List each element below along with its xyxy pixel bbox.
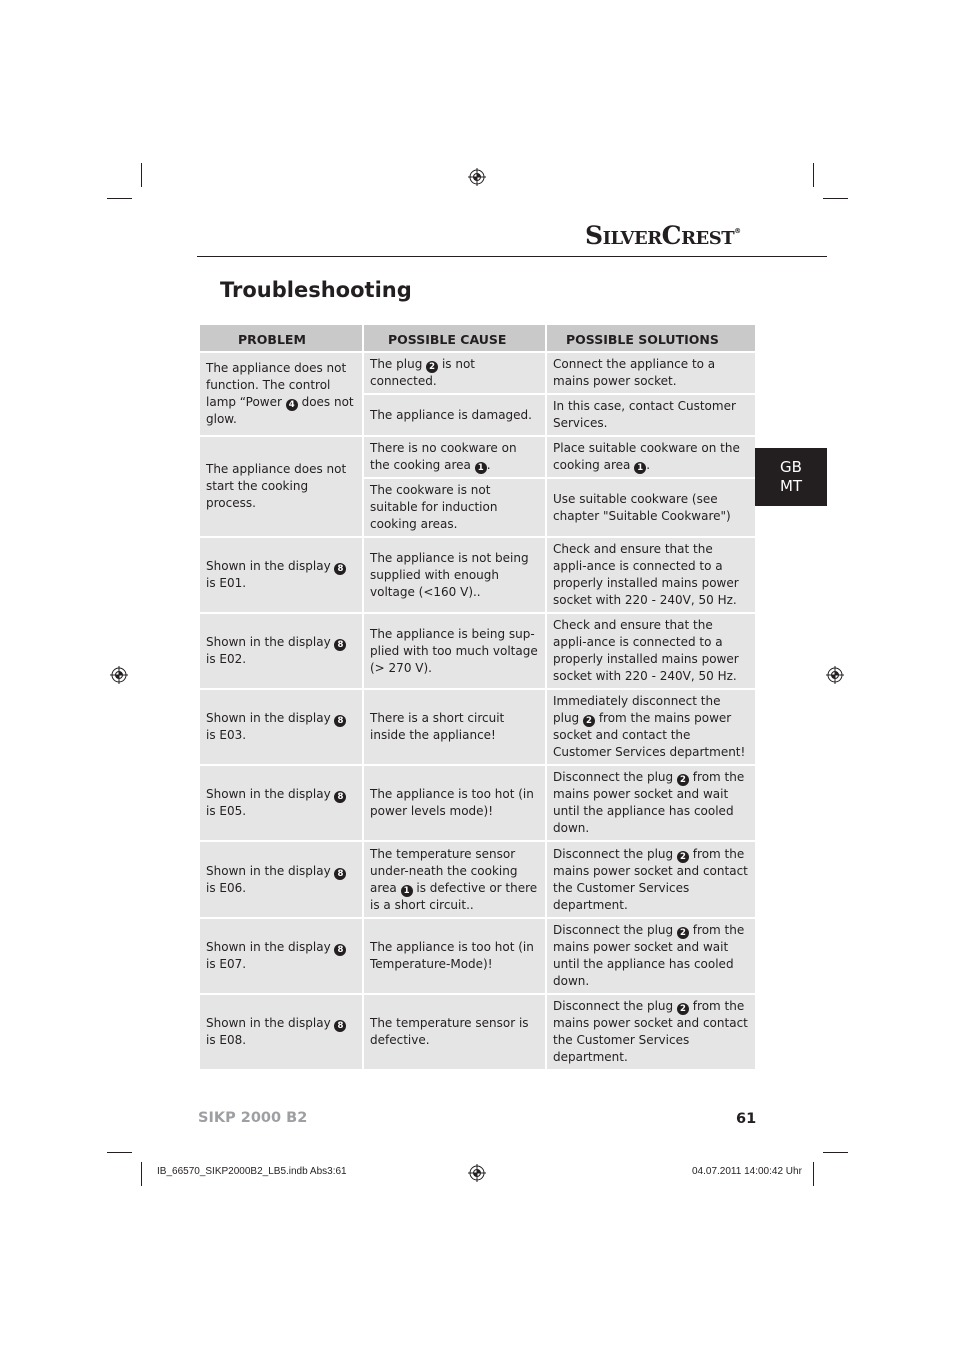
- brand-letter: S: [585, 221, 603, 250]
- cause-cell: [363, 994, 546, 1070]
- solution-cell: [546, 537, 756, 613]
- table-row: [199, 689, 756, 765]
- solution-cell: [546, 436, 756, 478]
- table-row: [199, 613, 756, 689]
- cause-cell: [363, 765, 546, 841]
- table-row: [199, 537, 756, 613]
- problem-cell: [199, 352, 363, 436]
- table-row: [199, 352, 756, 394]
- table-row: [199, 436, 756, 478]
- problem-cell: [199, 613, 363, 689]
- cell-text: from the mains power socket and wait until the appliance has cooled down.: [553, 923, 745, 988]
- column-header-solutions: POSSIBLE SOLUTIONS: [546, 324, 756, 352]
- item-number-icon: 8: [334, 868, 346, 880]
- model-name: SIKP 2000 B2: [198, 1110, 308, 1126]
- item-number-icon: 2: [426, 361, 438, 373]
- page-number: 61: [736, 1111, 757, 1127]
- item-number-icon: 8: [334, 944, 346, 956]
- registration-mark-icon: [826, 666, 844, 684]
- problem-cell: [199, 841, 363, 918]
- language-code: MT: [779, 477, 803, 495]
- item-number-icon: 8: [334, 1020, 346, 1032]
- problem-cell: [199, 765, 363, 841]
- solution-cell: [546, 478, 756, 537]
- table-row: [199, 841, 756, 918]
- cell-text: from the mains power socket and contact the Customer Services department.: [553, 999, 748, 1064]
- cell-text: Place suitable cookware on the cooking area: [553, 441, 740, 472]
- cell-text: is E07.: [206, 957, 247, 971]
- cause-cell: [363, 394, 546, 436]
- item-number-icon: 2: [677, 927, 689, 939]
- cell-text: Shown in the display: [206, 787, 335, 801]
- cell-text: The temperature sensor is defective.: [370, 1016, 529, 1047]
- solution-cell: [546, 689, 756, 765]
- page-title: Troubleshooting: [220, 278, 412, 302]
- cause-cell: [363, 613, 546, 689]
- cause-cell: [363, 841, 546, 918]
- cell-text: Shown in the display: [206, 711, 335, 725]
- cell-text: .: [646, 458, 651, 472]
- troubleshooting-table: [198, 323, 757, 1071]
- cell-text: Connect the appliance to a mains power socket.: [553, 357, 716, 388]
- crop-mark: [107, 198, 132, 199]
- cell-text: Shown in the display: [206, 863, 335, 878]
- solution-cell: [546, 765, 756, 841]
- cell-text: is E08.: [206, 1033, 247, 1047]
- cell-text: The appliance does not function. The control lamp “Power: [206, 361, 347, 409]
- solution-cell: [546, 994, 756, 1070]
- solution-cell: [546, 841, 756, 918]
- cause-cell: [363, 537, 546, 613]
- registration-mark-icon: [468, 168, 486, 186]
- cell-text: is E06.: [206, 880, 247, 895]
- item-number-icon: 1: [475, 462, 487, 474]
- table-row: [199, 994, 756, 1070]
- cell-text: Check and ensure that the appli-ance is connected to a properly installed mains power socket with 220 - 240V, 50 Hz.: [553, 618, 739, 683]
- item-number-icon: 8: [334, 563, 346, 575]
- cell-text: from the mains power socket and wait until the appliance has cooled down.: [553, 770, 745, 835]
- cell-text: The appliance is too hot (in power levels mode)!: [370, 787, 534, 818]
- cell-text: The appliance is being sup-plied with too much voltage (> 270 V).: [370, 626, 538, 675]
- cell-text: Disconnect the plug: [553, 770, 677, 784]
- crop-mark: [813, 1162, 814, 1186]
- cell-text: Immediately disconnect the plug: [553, 694, 721, 725]
- cell-text: The appliance does not start the cooking process.: [206, 462, 347, 510]
- item-number-icon: 2: [583, 715, 595, 727]
- solution-cell: [546, 918, 756, 994]
- cell-text: is E02.: [206, 652, 247, 666]
- registered-mark: ®: [734, 227, 741, 235]
- problem-cell: [199, 918, 363, 994]
- language-code: GB: [780, 458, 802, 476]
- cell-text: .: [486, 458, 491, 472]
- item-number-icon: 2: [677, 774, 689, 786]
- solution-cell: [546, 613, 756, 689]
- cell-text: Disconnect the plug: [553, 999, 677, 1013]
- problem-cell: [199, 689, 363, 765]
- table-header-row: [199, 324, 756, 352]
- cell-text: Disconnect the plug: [553, 923, 677, 937]
- item-number-icon: 8: [334, 639, 346, 651]
- brand-letter: C: [661, 221, 682, 250]
- cell-text: Check and ensure that the appli-ance is connected to a properly installed mains power socket with 220 - 240V, 50 Hz.: [553, 542, 739, 607]
- cell-text: The temperature sensor under-neath the cooking area: [370, 846, 518, 895]
- cell-text: The appliance is too hot (in Temperature-Mode)!: [370, 940, 534, 971]
- cell-text: There is a short circuit inside the appliance!: [370, 711, 505, 742]
- brand-letters: ILVER: [602, 228, 662, 249]
- cell-text: Shown in the display: [206, 635, 335, 649]
- cell-text: is E05.: [206, 804, 247, 818]
- cell-text: The plug: [370, 357, 427, 371]
- cell-text: Disconnect the plug: [553, 846, 677, 861]
- solution-cell: [546, 352, 756, 394]
- item-number-icon: 2: [677, 1003, 689, 1015]
- cell-text: In this case, contact Customer Services.: [553, 399, 736, 430]
- item-number-icon: 8: [334, 715, 346, 727]
- cell-text: is not connected.: [370, 357, 475, 388]
- brand-letters: REST: [681, 228, 735, 249]
- cause-cell: [363, 436, 546, 478]
- cell-text: from the mains power socket and contact the Customer Services department.: [553, 846, 748, 912]
- header-rule: [197, 256, 827, 257]
- item-number-icon: 1: [401, 885, 413, 897]
- problem-cell: [199, 436, 363, 537]
- crop-mark: [813, 163, 814, 187]
- crop-mark: [823, 198, 848, 199]
- column-header-cause: POSSIBLE CAUSE: [363, 324, 546, 352]
- registration-mark-icon: [468, 1164, 486, 1182]
- crop-mark: [107, 1152, 132, 1153]
- cell-text: Shown in the display: [206, 1016, 335, 1030]
- table-row: [199, 918, 756, 994]
- cell-text: Shown in the display: [206, 559, 335, 573]
- cell-text: The cookware is not suitable for induction cooking areas.: [370, 483, 498, 531]
- column-header-problem: PROBLEM: [199, 324, 363, 352]
- crop-mark: [141, 163, 142, 187]
- print-slug-left: IB_66570_SIKP2000B2_LB5.indb Abs3:61: [157, 1166, 347, 1177]
- problem-cell: [199, 537, 363, 613]
- cell-text: The appliance is damaged.: [370, 407, 532, 422]
- registration-mark-icon: [110, 666, 128, 684]
- problem-cell: [199, 994, 363, 1070]
- cell-text: Use suitable cookware (see chapter "Suitable Cookware"): [553, 491, 731, 523]
- print-slug-right: 04.07.2011 14:00:42 Uhr: [692, 1166, 802, 1177]
- item-number-icon: 2: [677, 851, 689, 863]
- solution-cell: [546, 394, 756, 436]
- item-number-icon: 1: [634, 462, 646, 474]
- cell-text: There is no cookware on the cooking area: [370, 441, 517, 472]
- cell-text: is E01.: [206, 576, 247, 590]
- cause-cell: [363, 918, 546, 994]
- cell-text: is defective or there is a short circuit..: [370, 880, 538, 912]
- brand-logo: [585, 221, 741, 250]
- language-tab: [755, 448, 827, 506]
- cell-text: does not glow.: [206, 395, 354, 426]
- cause-cell: [363, 478, 546, 537]
- item-number-icon: 4: [286, 399, 298, 411]
- cause-cell: [363, 352, 546, 394]
- table-row: [199, 765, 756, 841]
- cell-text: Shown in the display: [206, 940, 335, 954]
- item-number-icon: 8: [334, 791, 346, 803]
- cause-cell: [363, 689, 546, 765]
- cell-text: The appliance is not being supplied with enough voltage (<160 V)..: [370, 550, 529, 599]
- cell-text: from the mains power socket and contact the Customer Services department!: [553, 711, 746, 759]
- crop-mark: [823, 1152, 848, 1153]
- cell-text: is E03.: [206, 728, 247, 742]
- crop-mark: [141, 1162, 142, 1186]
